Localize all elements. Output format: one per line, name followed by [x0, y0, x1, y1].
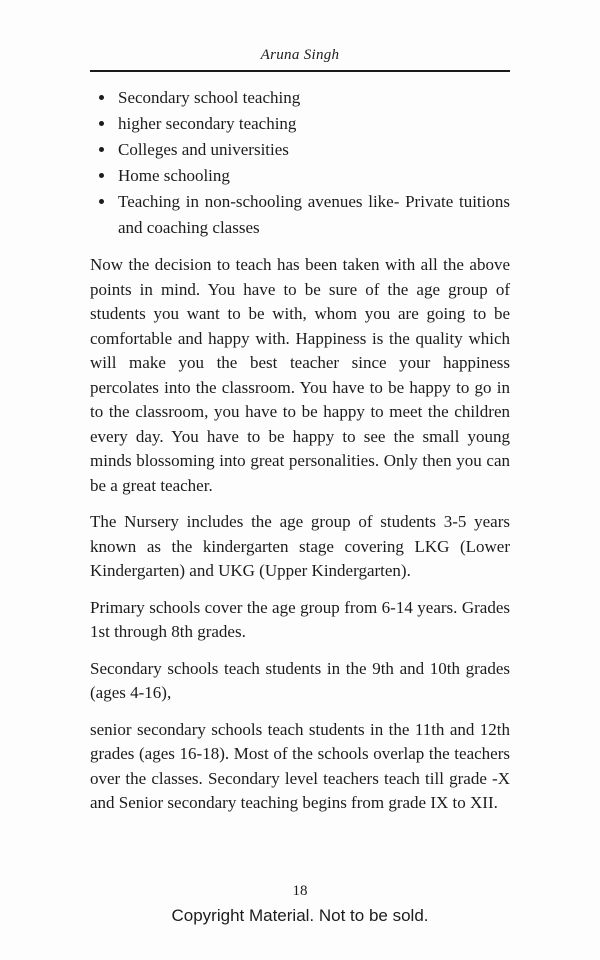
list-item-home-schooling: • Home schooling — [116, 163, 510, 189]
page-footer — [0, 880, 600, 928]
list-item-secondary-school: • Secondary school teaching — [116, 85, 510, 111]
paragraph-secondary-schools: Secondary schools teach students in the 9th and 10th grades (ages 4-16), — [90, 658, 510, 702]
paragraph-nursery: The Nursery includes the age group of students 3-5 years known as the kindergarten stage covering LKG (Lower Kindergarten) and UKG (Upper Kindergarten). — [90, 512, 510, 580]
copyright-notice: Copyright Material. Not to be sold. — [171, 906, 429, 925]
page-number: 18 — [292, 883, 308, 899]
running-head — [90, 46, 510, 72]
running-head-author: Aruna Singh — [260, 47, 340, 63]
list-item-non-schooling-avenues: • Teaching in non-schooling avenues like- Private tuitions and coaching classes — [116, 189, 510, 241]
list-item-higher-secondary: • higher secondary teaching — [116, 111, 510, 137]
paragraph-decision-to-teach: Now the decision to teach has been taken with all the above points in mind. You have to be sure of the age group of students you want to be with, whom you are going to be comfortable and happy with. Happiness is the quality which will make you the best teacher since your happiness percolates into the classroom. You have to be happy to go in to the classroom, you have to be happy to meet the children every day. You have to be happy to see the small young minds blossoming into great personalities. Only then you can be a great teacher. — [90, 255, 510, 495]
teaching-options-list — [90, 85, 510, 241]
list-item-colleges-universities: • Colleges and universities — [116, 137, 510, 163]
paragraph-primary-schools: Primary schools cover the age group from 6-14 years. Grades 1st through 8th grades. — [90, 597, 510, 641]
paragraph-senior-secondary-schools: senior secondary schools teach students in the 11th and 12th grades (ages 16-18). Most of the schools overlap the teachers over the classes. Secondary level teachers teach till grade -X and Senior secondary teaching begins from grade IX to XII. — [90, 719, 510, 812]
